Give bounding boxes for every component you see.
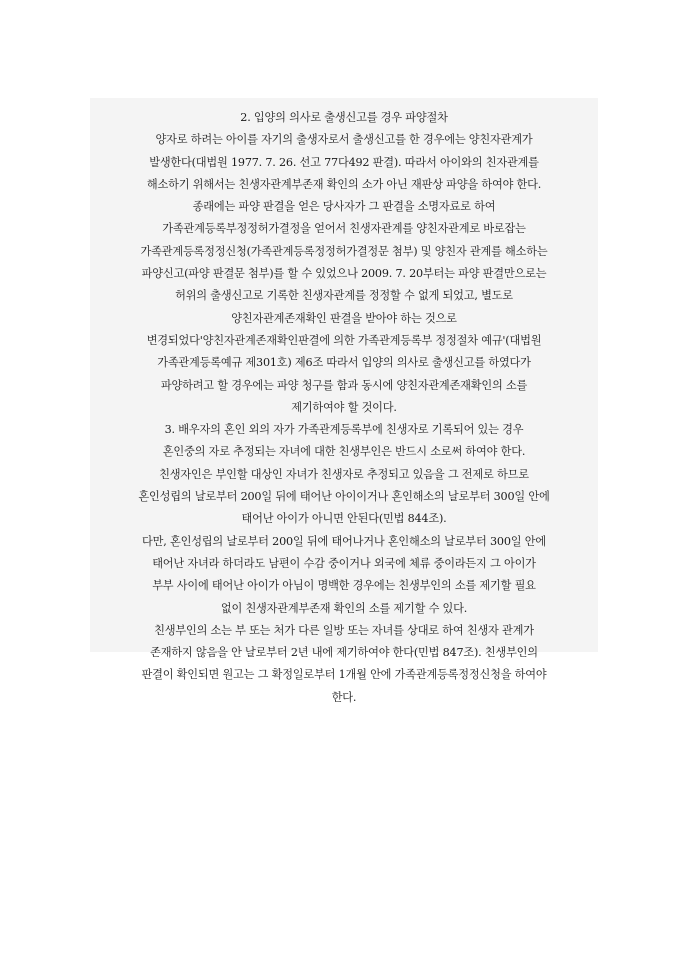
text-line: 혼인성립의 날로부터 200일 뒤에 태어난 아이이거나 혼인해소의 날로부터 300일 안에	[138, 490, 550, 504]
text-line: 변경되었다'양친자관계존재확인판결에 의한 가족관계등록부 정정절차 예규'(대법원	[146, 333, 542, 347]
text-line: 없이 친생자관계부존재 확인의 소를 제기할 수 있다.	[220, 601, 468, 615]
text-line: 판결이 확인되면 원고는 그 확정일로부터 1개월 안에 가족관계등록정정신청을 하여야	[141, 668, 547, 682]
text-line: 가족관계등록정정신청(가족관계등록정정허가결정문 첨부) 및 양친자 관계를 해소하는	[140, 244, 548, 258]
text-line: 양친자관계존재확인 판결을 받아야 하는 것으로	[231, 311, 457, 325]
section-2-heading: 2. 입양의 의사로 출생신고를 경우 파양절차	[240, 111, 448, 124]
document-text-panel	[90, 98, 598, 704]
text-line: 해소하기 위해서는 친생자관계부존재 확인의 소가 아닌 재판상 파양을 하여야 한다.	[146, 177, 542, 191]
text-line: 가족관계등록예규 제301호) 제6조 따라서 입양의 의사로 출생신고를 하였다가	[157, 356, 531, 370]
text-line: 친생부인의 소는 부 또는 처가 다른 일방 또는 자녀를 상대로 하여 친생자 관계가	[154, 623, 534, 637]
text-line: 혼인중의 자로 추정되는 자녀에 대한 친생부인은 반드시 소로써 하여야 한다.	[162, 445, 526, 459]
text-line: 태어난 아이가 아니면 안된다(민법 844조).	[241, 512, 447, 526]
text-line: 파양신고(파양 판결문 첨부)를 할 수 있었으나 2009. 7. 20부터는 파양 판결만으로는	[141, 267, 547, 281]
text-line: 제기하여야 할 것이다.	[291, 400, 397, 414]
text-line: 한다.	[331, 690, 357, 704]
text-line: 존재하지 않음을 안 날로부터 2년 내에 제기하여야 한다(민법 847조). 친생부인의	[150, 646, 538, 660]
text-line: 양자로 하려는 아이를 자기의 출생자로서 출생신고를 한 경우에는 양친자관계가	[155, 133, 533, 147]
section-3-heading: 3. 배우자의 혼인 외의 자가 가족관계등록부에 친생자로 기록되어 있는 경우	[164, 423, 524, 437]
text-line: 허위의 출생신고로 기록한 친생자관계를 정정할 수 없게 되었고, 별도로	[175, 289, 513, 303]
text-line: 다만, 혼인성립의 날로부터 200일 뒤에 태어나거나 혼인해소의 날로부터 300일 안에	[142, 534, 546, 548]
text-line: 발생한다(대법원 1977. 7. 26. 선고 77다492 판결). 따라서 아이와의 친자관계를	[149, 155, 539, 169]
text-line: 부부 사이에 태어난 아이가 아님이 명백한 경우에는 친생부인의 소를 제기할 필요	[152, 579, 536, 593]
text-line: 친생자인은 부인할 대상인 자녀가 친생자로 추정되고 있음을 그 전제로 하므로	[159, 467, 529, 481]
text-line: 가족관계등록부정정허가결정을 얻어서 친생자관계를 양친자관계로 바로잡는	[162, 222, 526, 236]
text-line: 태어난 자녀라 하더라도 남편이 수감 중이거나 외국에 체류 중이라든지 그 아이가	[152, 556, 536, 570]
text-line: 종래에는 파양 판결을 얻은 당사자가 그 판결을 소명자료로 하여	[192, 200, 496, 214]
text-line: 파양하려고 할 경우에는 파양 청구를 함과 동시에 양친자관계존재확인의 소를	[160, 378, 528, 392]
